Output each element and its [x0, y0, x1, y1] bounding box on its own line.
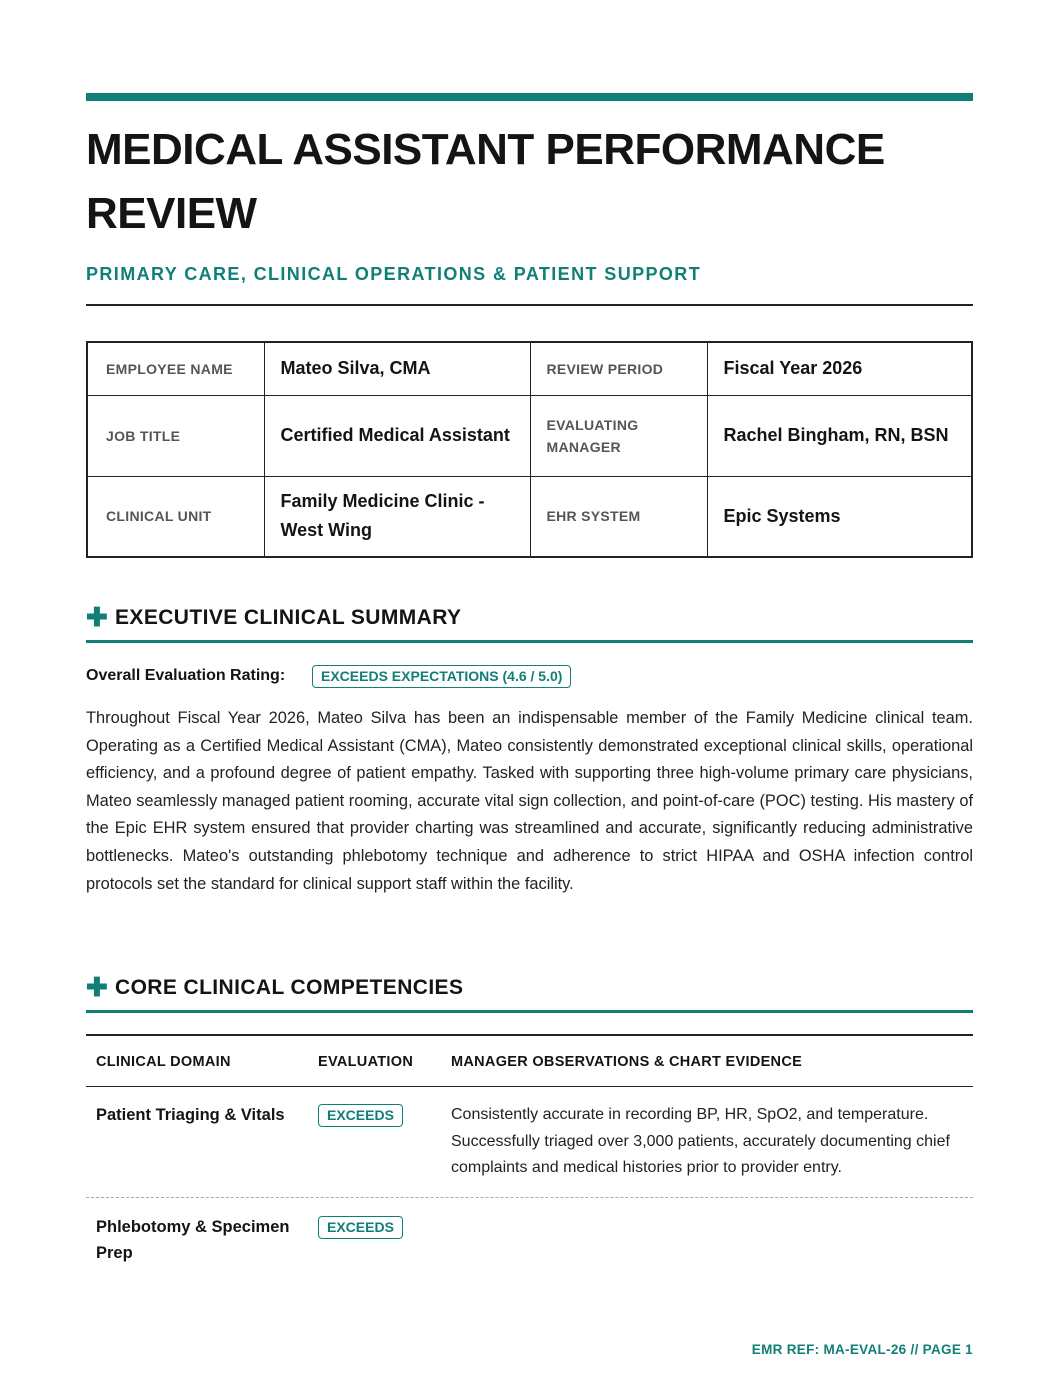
clinical-domain: Phlebotomy & Specimen Prep [96, 1218, 290, 1262]
section-heading: EXECUTIVE CLINICAL SUMMARY [115, 606, 462, 629]
clinical-unit-label: CLINICAL UNIT [87, 476, 264, 557]
column-header-domain: CLINICAL DOMAIN [96, 1054, 231, 1070]
evaluating-manager-label: EVALUATING MANAGER [530, 395, 707, 476]
clinical-domain: Patient Triaging & Vitals [96, 1106, 285, 1124]
executive-summary-header [86, 604, 973, 648]
page-footer-reference: EMR REF: MA-EVAL-26 // PAGE 1 [751, 1342, 973, 1357]
rating-badge: EXCEEDS EXPECTATIONS (4.6 / 5.0) [312, 665, 571, 688]
plus-icon: ✚ [86, 602, 108, 632]
ehr-system-value: Epic Systems [707, 476, 972, 557]
employee-name-value: Mateo Silva, CMA [264, 342, 530, 395]
evaluation-badge: EXCEEDS [318, 1216, 403, 1239]
evaluation-badge: EXCEEDS [318, 1104, 403, 1127]
evaluating-manager-value: Rachel Bingham, RN, BSN [707, 395, 972, 476]
review-period-label: REVIEW PERIOD [530, 342, 707, 395]
clinical-unit-value: Family Medicine Clinic - West Wing [264, 476, 530, 557]
ehr-system-label: EHR SYSTEM [530, 476, 707, 557]
info-row [87, 395, 972, 476]
info-row [87, 476, 972, 557]
column-header-observations: MANAGER OBSERVATIONS & CHART EVIDENCE [451, 1054, 803, 1070]
employee-info-table [86, 341, 973, 558]
competencies-header [86, 974, 973, 1018]
summary-paragraph: Throughout Fiscal Year 2026, Mateo Silva has been an indispensable member of the Family Medicine clinical team. Operating as a Certified Medical Assistant (CMA), Mateo consistently demonstrated exceptional clinical skills, operational efficiency, and a profound degree of patient empathy. Tasked with supporting three high-volume primary care physicians, Mateo seamlessly managed patient rooming, accurate vital sign collection, and point-of-care (POC) testing. His mastery of the Epic EHR system ensured that provider charting was streamlined and accurate, significantly reducing administrative bottlenecks. Mateo's outstanding phlebotomy technique and adherence to strict HIPAA and OSHA infection control protocols set the standard for clinical support staff within the facility. [86, 709, 973, 893]
section-rule [86, 640, 973, 643]
title-divider [86, 304, 973, 306]
column-header-evaluation: EVALUATION [318, 1054, 414, 1070]
section-heading: CORE CLINICAL COMPETENCIES [115, 976, 464, 999]
rating-label: Overall Evaluation Rating: [86, 667, 286, 684]
job-title-label: JOB TITLE [87, 395, 264, 476]
competency-table-header [86, 1036, 973, 1087]
document-subtitle: PRIMARY CARE, CLINICAL OPERATIONS & PATIENT SUPPORT [86, 264, 702, 284]
job-title-value: Certified Medical Assistant [264, 395, 530, 476]
document-title: MEDICAL ASSISTANT PERFORMANCE REVIEW [86, 125, 885, 238]
info-row [87, 342, 972, 395]
review-period-value: Fiscal Year 2026 [707, 342, 972, 395]
manager-observations: Consistently accurate in recording BP, HR, SpO2, and temperature. Successfully triaged over 3,000 patients, accurately documenting chief complaints and medical histories prior to provider entry. [451, 1106, 950, 1176]
plus-icon: ✚ [86, 972, 108, 1002]
row-divider [86, 1197, 973, 1198]
top-accent-bar [86, 93, 973, 101]
employee-name-label: EMPLOYEE NAME [87, 342, 264, 395]
section-rule [86, 1010, 973, 1013]
